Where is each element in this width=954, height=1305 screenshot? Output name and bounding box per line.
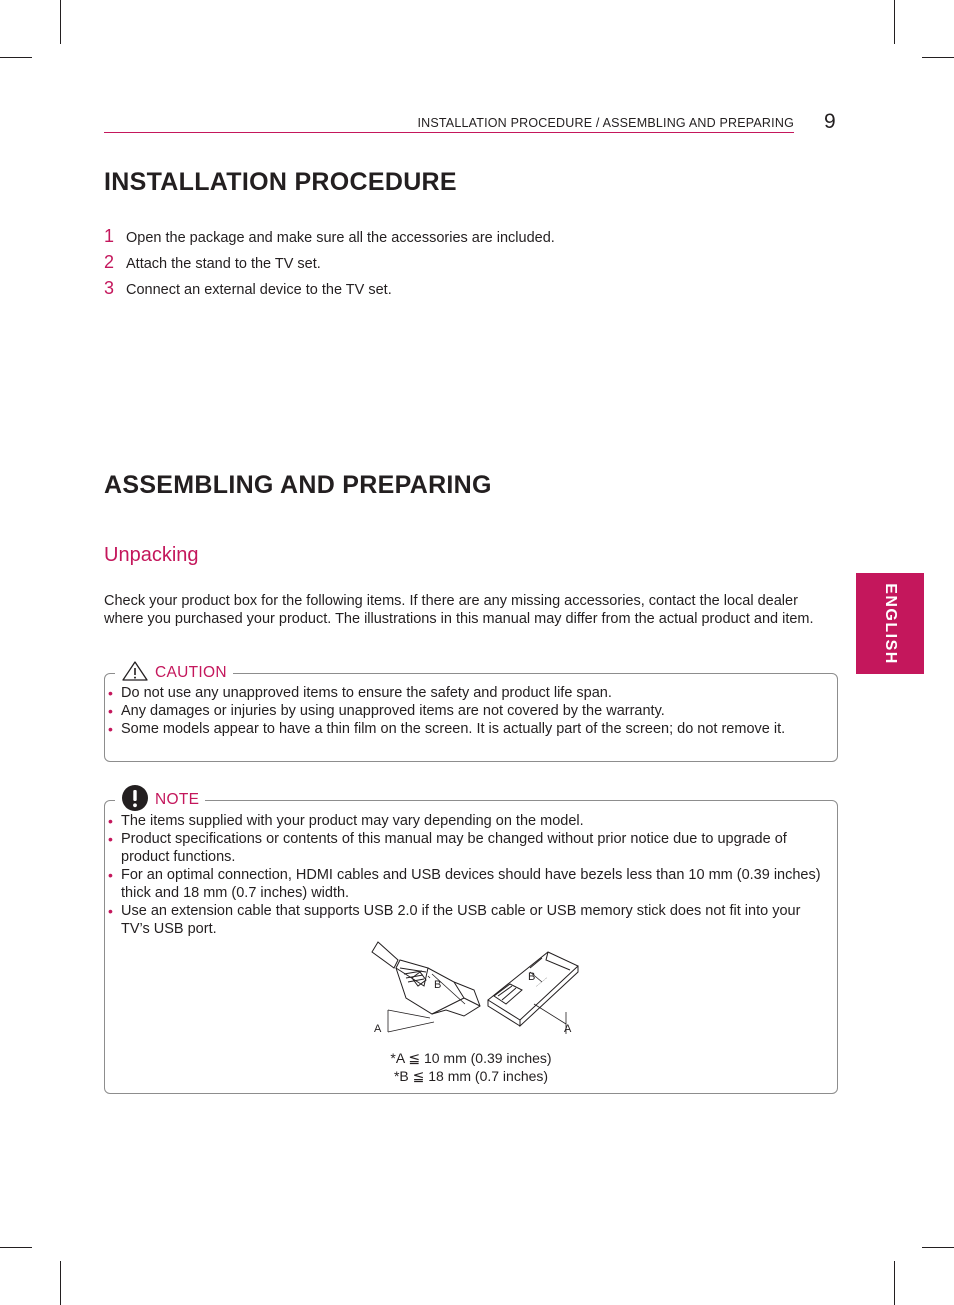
hdmi-dim-label-b: B: [434, 979, 442, 991]
caption-b: *B ≦ 18 mm (0.7 inches): [393, 1068, 549, 1084]
running-header: [104, 112, 794, 133]
note-item: • Product specifications or contents of this manual may be changed without prior notice due to upgrade of product functions.: [108, 831, 787, 865]
installation-steps: [104, 228, 804, 306]
figure-captions: [104, 1049, 838, 1085]
usb-dim-label-a: A: [564, 1023, 572, 1035]
step-text: Open the package and make sure all the accessories are included.: [126, 230, 555, 246]
unpacking-title: Unpacking: [104, 544, 199, 566]
caution-item-text: Do not use any unapproved items to ensure the safety and product life span.: [121, 685, 612, 701]
note-list: [108, 812, 831, 938]
step-number: 2: [104, 252, 115, 272]
crop-mark: [894, 0, 895, 44]
caution-box: [104, 664, 838, 762]
crop-mark: [922, 1247, 954, 1248]
note-legend: [115, 788, 205, 812]
step-number: 1: [104, 226, 115, 246]
connector-illustration: [370, 938, 586, 1040]
language-tab-label: ENGLISH: [882, 582, 899, 665]
note-item: • Use an extension cable that supports USB 2.0 if the USB cable or USB memory stick does not fit into your TV’s USB port.: [108, 903, 801, 937]
step-number: 3: [104, 278, 115, 298]
installation-title: INSTALLATION PROCEDURE: [104, 168, 457, 196]
crop-mark: [0, 1247, 32, 1248]
hdmi-cable-drawing: [372, 942, 480, 1016]
running-header-title: INSTALLATION PROCEDURE / ASSEMBLING AND PREPARING: [417, 116, 794, 130]
crop-mark: [922, 57, 954, 58]
crop-mark: [60, 1261, 61, 1305]
step-item: [104, 254, 804, 280]
note-item-text: For an optimal connection, HDMI cables and USB devices should have bezels less than 10 mm (0.39 inches) thick and 18 mm (0.7 inches) width.: [121, 867, 821, 901]
caution-item-text: Some models appear to have a thin film on the screen. It is actually part of the screen; do not remove it.: [121, 721, 786, 737]
step-item: [104, 280, 804, 306]
caution-item-text: Any damages or injuries by using unapproved items are not covered by the warranty.: [121, 703, 665, 719]
usb-stick-drawing: [488, 952, 578, 1026]
assembling-title: ASSEMBLING AND PREPARING: [104, 471, 492, 499]
caption-a: *A ≦ 10 mm (0.39 inches): [390, 1050, 552, 1066]
caution-item: • Do not use any unapproved items to ensure the safety and product life span.: [108, 685, 612, 701]
crop-mark: [0, 57, 32, 58]
hdmi-dim-label-a: A: [374, 1023, 382, 1035]
note-item-text: The items supplied with your product may vary depending on the model.: [121, 813, 584, 829]
language-side-tab: [856, 573, 924, 674]
caution-legend: [115, 661, 233, 685]
connector-diagram: [370, 938, 586, 1040]
caution-item: • Any damages or injuries by using unapproved items are not covered by the warranty.: [108, 703, 665, 719]
step-text: Connect an external device to the TV set.: [126, 282, 392, 298]
note-item-text: Use an extension cable that supports USB 2.0 if the USB cable or USB memory stick does not fit into your TV’s USB port.: [121, 903, 801, 937]
step-item: [104, 228, 804, 254]
note-item: • For an optimal connection, HDMI cables and USB devices should have bezels less than 10 mm (0.39 inches) thick and 18 mm (0.7 inches) width.: [108, 867, 821, 901]
crop-mark: [60, 0, 61, 44]
note-item-text: Product specifications or contents of this manual may be changed without prior notice due to upgrade of product functions.: [121, 831, 787, 865]
unpacking-intro: Check your product box for the following items. If there are any missing accessories, contact the local dealer where you purchased your product. The illustrations in this manual may differ from the actual product and item.: [104, 593, 814, 627]
caution-label: CAUTION: [155, 664, 227, 681]
page-number: 9: [824, 110, 836, 133]
caution-list: [108, 684, 831, 738]
step-text: Attach the stand to the TV set.: [126, 256, 321, 272]
usb-stick-brand-mark: ~~~~~: [534, 975, 550, 990]
warning-triangle-icon: [121, 660, 149, 687]
crop-mark: [894, 1261, 895, 1305]
note-label: NOTE: [155, 791, 200, 808]
caution-item: • Some models appear to have a thin film on the screen. It is actually part of the screen; do not remove it.: [108, 721, 786, 737]
note-item: • The items supplied with your product may vary depending on the model.: [108, 813, 584, 829]
usb-dim-label-b: B: [528, 971, 536, 983]
